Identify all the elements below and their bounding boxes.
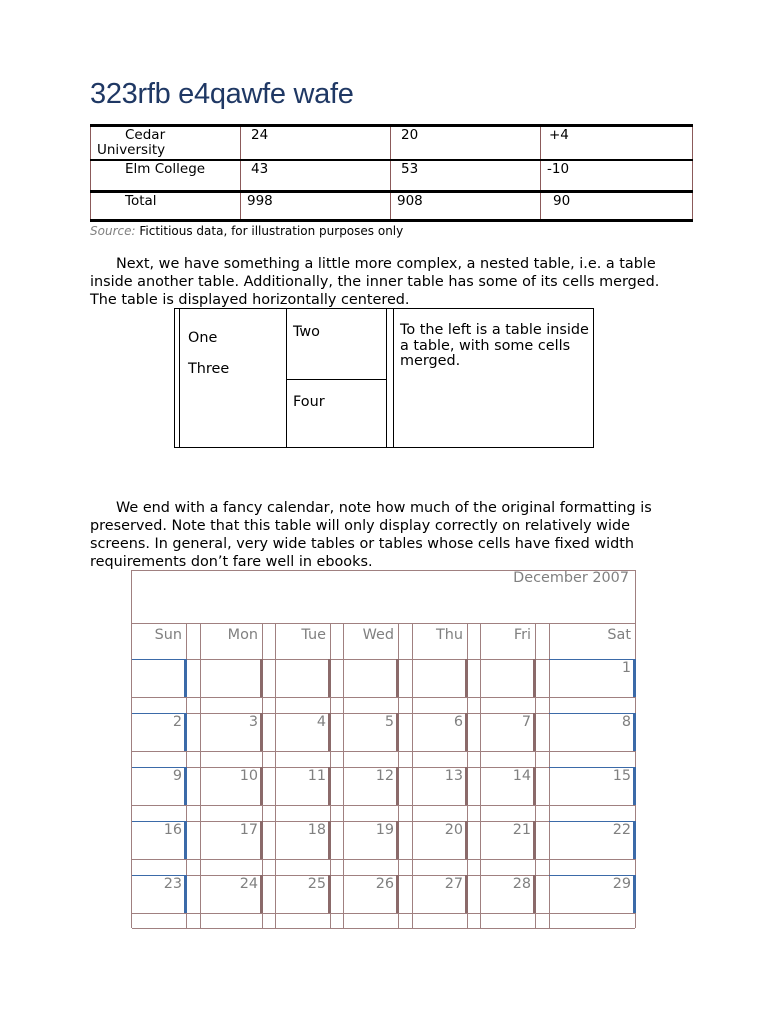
inner-table <box>181 309 387 448</box>
calendar-cell-marker <box>633 659 636 697</box>
calendar-grid-line <box>132 913 635 914</box>
calendar-day-number: 8 <box>621 714 631 730</box>
calendar-day-number: 16 <box>163 822 182 838</box>
outer-left-cell <box>179 309 387 447</box>
calendar-day-number: 29 <box>612 876 631 892</box>
calendar-cell-marker <box>465 713 468 751</box>
calendar-day-number: 24 <box>239 876 258 892</box>
calendar-cell-marker <box>396 767 399 805</box>
outer-right-cell: To the left is a table inside a table, with some cells merged. <box>393 309 593 447</box>
calendar-day-number: 3 <box>248 714 258 730</box>
calendar <box>131 570 636 928</box>
row-value: +4 <box>541 126 693 161</box>
calendar-day-number: 14 <box>512 768 531 784</box>
calendar-day-number: 5 <box>384 714 394 730</box>
calendar-grid-line <box>132 623 635 624</box>
inner-cell-two: Two <box>287 309 387 380</box>
calendar-cell-marker <box>465 767 468 805</box>
calendar-cell-marker <box>465 659 468 697</box>
calendar-cell-marker <box>328 659 331 697</box>
calendar-day-number: 22 <box>612 822 631 838</box>
calendar-grid-line <box>200 623 201 929</box>
calendar-grid-line <box>275 623 276 929</box>
calendar-weekday: Sat <box>607 627 631 643</box>
calendar-cell-marker <box>184 767 187 805</box>
calendar-cell-marker <box>328 875 331 913</box>
calendar-grid-line <box>549 623 550 929</box>
calendar-grid-line <box>132 805 635 806</box>
inner-cell-four: Four <box>293 394 325 410</box>
calendar-day-number: 21 <box>512 822 531 838</box>
calendar-day-number: 19 <box>375 822 394 838</box>
calendar-cell-marker <box>465 821 468 859</box>
calendar-cell-marker <box>633 821 636 859</box>
row-name: Elm College <box>91 160 241 192</box>
calendar-cell-marker <box>328 767 331 805</box>
calendar-day-number: 23 <box>163 876 182 892</box>
source-label: Source: <box>90 224 136 238</box>
calendar-weekday: Wed <box>362 627 394 643</box>
calendar-cell-marker <box>533 659 536 697</box>
calendar-grid-line <box>132 928 635 929</box>
inner-cell-merged <box>181 309 287 447</box>
paragraph-calendar-intro: We end with a fancy calendar, note how much of the original formatting is preserved. Note that this table will only display correctly on relatively wide screens. In general, very wide tables or tables whose cells have fixed width requirements don’t fare well in ebooks. <box>90 500 652 570</box>
calendar-weekday: Fri <box>513 627 531 643</box>
table-source <box>90 224 403 238</box>
row-value: 998 <box>241 192 391 221</box>
calendar-day-number: 9 <box>172 768 182 784</box>
calendar-day-number: 25 <box>307 876 326 892</box>
calendar-grid-line <box>412 623 413 929</box>
calendar-day-number: 4 <box>316 714 326 730</box>
calendar-weekday: Tue <box>301 627 326 643</box>
inner-cell-one: One <box>188 330 218 346</box>
calendar-cell-marker <box>533 821 536 859</box>
calendar-day-number: 20 <box>444 822 463 838</box>
calendar-weekday: Mon <box>227 627 258 643</box>
row-value: 43 <box>241 160 391 192</box>
row-value: 24 <box>241 126 391 161</box>
calendar-weekday: Thu <box>435 627 463 643</box>
calendar-day-number: 15 <box>612 768 631 784</box>
calendar-grid-line <box>132 859 635 860</box>
row-value: 908 <box>391 192 541 221</box>
row-name: Total <box>91 192 241 221</box>
calendar-cell-marker <box>533 875 536 913</box>
calendar-cell-marker <box>184 821 187 859</box>
calendar-cell-marker <box>633 713 636 751</box>
calendar-day-number: 26 <box>375 876 394 892</box>
inner-cell-three: Three <box>188 361 230 377</box>
calendar-day-number: 17 <box>239 822 258 838</box>
calendar-day-number: 11 <box>307 768 326 784</box>
calendar-day-number: 2 <box>172 714 182 730</box>
calendar-day-number: 28 <box>512 876 531 892</box>
calendar-cell-marker <box>260 821 263 859</box>
calendar-cell-marker <box>633 767 636 805</box>
row-value: 20 <box>391 126 541 161</box>
calendar-cell-marker <box>260 875 263 913</box>
calendar-cell-marker <box>633 875 636 913</box>
row-value: 53 <box>391 160 541 192</box>
table-row <box>91 160 693 192</box>
row-value: 90 <box>541 192 693 221</box>
calendar-day-number: 10 <box>239 768 258 784</box>
nested-table <box>174 308 594 448</box>
calendar-cell-marker <box>260 659 263 697</box>
calendar-grid-line <box>132 751 635 752</box>
calendar-cell-marker <box>260 767 263 805</box>
paragraph-nested-intro: Next, we have something a little more complex, a nested table, i.e. a table inside another table. Additionally, the inner table has some of its cells merged. The table is displayed horizontally centered. <box>90 256 660 308</box>
calendar-cell-marker <box>328 821 331 859</box>
calendar-cell-marker <box>533 767 536 805</box>
calendar-cell-marker <box>396 713 399 751</box>
calendar-grid-line <box>132 697 635 698</box>
calendar-cell-marker <box>184 659 187 697</box>
calendar-cell-marker <box>396 875 399 913</box>
calendar-day-number: 18 <box>307 822 326 838</box>
calendar-cell-marker <box>328 713 331 751</box>
table-row <box>91 126 693 161</box>
calendar-day-number: 27 <box>444 876 463 892</box>
calendar-grid-line <box>480 623 481 929</box>
calendar-day-number: 7 <box>521 714 531 730</box>
calendar-grid-line <box>343 623 344 929</box>
row-name: Cedar University <box>91 126 241 161</box>
calendar-day-number: 1 <box>621 660 631 676</box>
calendar-week-edge <box>132 659 186 660</box>
calendar-day-number: 6 <box>453 714 463 730</box>
calendar-month: December 2007 <box>513 570 629 586</box>
calendar-cell-marker <box>184 875 187 913</box>
calendar-cell-marker <box>533 713 536 751</box>
calendar-weekday: Sun <box>154 627 182 643</box>
source-text: Fictitious data, for illustration purposes only <box>139 224 404 238</box>
page-title: 323rfb e4qawfe wafe <box>90 78 354 110</box>
calendar-day-number: 12 <box>375 768 394 784</box>
calendar-cell-marker <box>396 659 399 697</box>
data-table <box>90 124 693 222</box>
table-row <box>91 192 693 221</box>
calendar-cell-marker <box>396 821 399 859</box>
row-value: -10 <box>541 160 693 192</box>
calendar-cell-marker <box>260 713 263 751</box>
calendar-day-number: 13 <box>444 768 463 784</box>
calendar-cell-marker <box>465 875 468 913</box>
calendar-cell-marker <box>184 713 187 751</box>
